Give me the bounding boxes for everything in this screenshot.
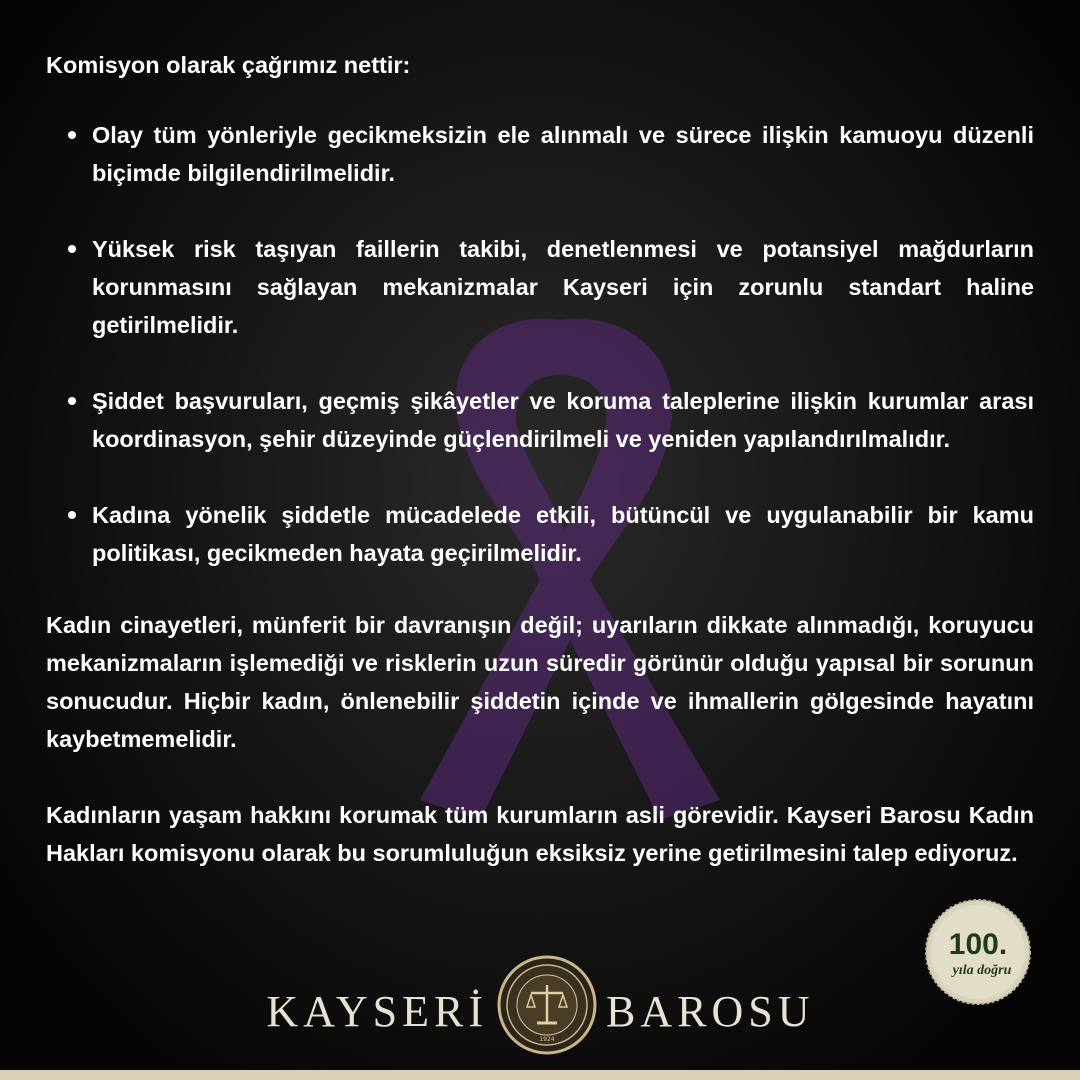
list-item [46, 496, 1034, 572]
brand-name-left: KAYSERİ [266, 987, 488, 1036]
list-item-text: Yüksek risk taşıyan faillerin takibi, denetlenmesi ve potansiyel mağdurların korunmasını sağlayan mekanizmalar Kayseri için zorunlu standart haline getirilmelidir. [92, 236, 1034, 338]
footer-brand [0, 950, 1080, 1060]
statement-body [46, 46, 1034, 872]
bullet-icon [68, 397, 76, 405]
seal-icon [497, 955, 597, 1055]
bullet-icon [68, 245, 76, 253]
list-item [46, 382, 1034, 458]
list-item-text: Kadına yönelik şiddetle mücadelede etkili, bütüncül ve uygulanabilir bir kamu politikası, gecikmeden hayata geçirilmelidir. [92, 502, 1034, 566]
brand-name-right: BAROSU [606, 987, 815, 1036]
intro-text: Komisyon olarak çağrımız nettir: [46, 52, 411, 78]
bottom-divider [0, 1070, 1080, 1080]
bullet-icon [68, 511, 76, 519]
badge-caption: yıla doğru [952, 963, 1012, 978]
badge-number: 100. [948, 928, 1008, 961]
closing-paragraph-1: Kadın cinayetleri, münferit bir davranışın değil; uyarıların dikkate alınmadığı, koruyucu mekanizmaların işlemediği ve risklerin uzun süredir görünür olduğu yapısal bir sorunun sonucudur. Hiçbir kadın, önlenebilir şiddetin içinde ve ihmallerin gölgesinde hayatını kaybetmemelidir. [46, 612, 1034, 752]
list-item [46, 230, 1034, 344]
seal-year: 1924 [539, 1036, 555, 1043]
bullet-icon [68, 131, 76, 139]
list-item-text: Şiddet başvuruları, geçmiş şikâyetler ve koruma taleplerine ilişkin kurumlar arası koordinasyon, şehir düzeyinde güçlendirilmeli ve yeniden yapılandırılmalıdır. [92, 388, 1034, 452]
list-item [46, 116, 1034, 192]
demands-list [46, 116, 1034, 572]
closing-paragraph-2: Kadınların yaşam hakkını korumak tüm kurumların asli görevidir. Kayseri Barosu Kadın Hakları komisyonu olarak bu sorumluluğun eksiksiz yerine getirilmesini talep ediyoruz. [46, 802, 1034, 866]
list-item-text: Olay tüm yönleriyle gecikmeksizin ele alınmalı ve sürece ilişkin kamuoyu düzenli biçimde bilgilendirilmelidir. [92, 122, 1034, 186]
